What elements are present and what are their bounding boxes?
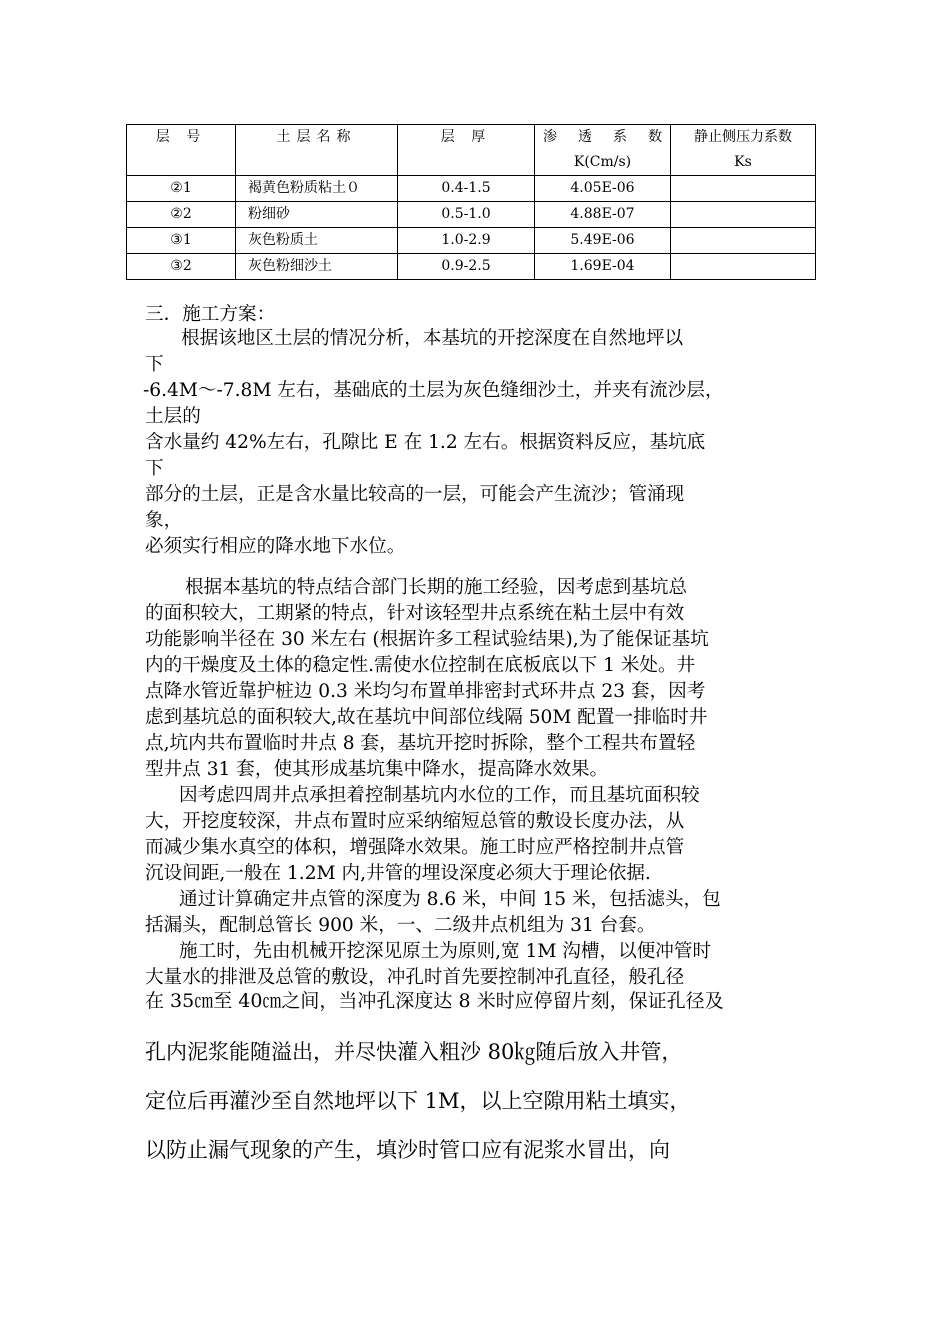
paragraph-dewatering-plan — [145, 575, 810, 991]
cell-thickness: 1.0-2.9 — [398, 228, 535, 254]
table-header-row — [127, 125, 816, 176]
text-line: 根据该地区土层的情况分析，本基坑的开挖深度在自然地坪以 — [181, 328, 684, 349]
cell-layer-no: ③2 — [127, 254, 236, 280]
cell-thickness: 0.9-2.5 — [398, 254, 535, 280]
text-line: 下 — [145, 458, 164, 479]
cell-permeability: 4.88E-07 — [535, 202, 671, 228]
text-line: 象， — [145, 510, 183, 531]
cell-layer-name: 褐黄色粉质粘土０ — [236, 176, 398, 202]
text-line: 土层的 — [145, 406, 201, 427]
text-line: 而减少集水真空的体积，增强降水效果。施工时应严格控制井点管 — [145, 837, 685, 858]
cell-layer-no: ②1 — [127, 176, 236, 202]
text-line: 下 — [145, 354, 164, 375]
text-line: 因考虑四周井点承担着控制基坑内水位的工作，而且基坑面积较 — [179, 785, 700, 806]
cell-layer-name: 灰色粉质土 — [236, 228, 398, 254]
cell-lateral-pressure — [671, 228, 816, 254]
table-row — [127, 202, 816, 228]
text-line: 的面积较大，工期紧的特点，针对该轻型井点系统在粘土层中有效 — [145, 603, 685, 624]
text-line: 大量水的排泄及总管的敷设，冲孔时首先要控制冲孔直径，般孔径 — [145, 967, 685, 988]
text-line: 括漏头，配制总管长 900 米，一、二级井点机组为 31 台套。 — [145, 915, 656, 936]
cell-permeability: 4.05E-06 — [535, 176, 671, 202]
table-row — [127, 254, 816, 280]
header-layer-name: 土层名称 — [236, 125, 398, 176]
text-line: 沉设间距,一般在 1.2M 内,井管的埋设深度必须大于理论依据. — [145, 863, 651, 884]
cell-layer-no: ③1 — [127, 228, 236, 254]
cell-layer-no: ②2 — [127, 202, 236, 228]
cell-lateral-pressure — [671, 254, 816, 280]
text-line: 内的干燥度及土体的稳定性.需使水位控制在底板底以下 1 米处。井 — [145, 655, 696, 676]
text-line: 定位后再灌沙至自然地坪以下 1M，以上空隙用粘土填实， — [145, 1089, 691, 1113]
cell-permeability: 5.49E-06 — [535, 228, 671, 254]
section-heading: 三．施工方案： — [145, 304, 276, 325]
cell-lateral-pressure — [671, 202, 816, 228]
table-row — [127, 228, 816, 254]
text-line: 型井点 31 套，使其形成基坑集中降水，提高降水效果。 — [145, 759, 609, 780]
table-row — [127, 176, 816, 202]
header-thickness: 层 厚 — [398, 125, 535, 176]
text-line: 以防止漏气现象的产生，填沙时管口应有泥浆水冒出，向 — [145, 1138, 670, 1162]
text-line: 虑到基坑总的面积较大,故在基坑中间部位线隔 50M 配置一排临时井 — [145, 707, 708, 728]
paragraph-soil-analysis — [145, 326, 810, 560]
text-line: 点降水管近靠护桩边 0.3 米均匀布置单排密封式环井点 23 套，因考 — [145, 681, 706, 702]
header-lateral-pressure: 静止侧压力系数 Ks — [671, 125, 816, 176]
cell-layer-name: 灰色粉细沙土 — [236, 254, 398, 280]
text-line: 大，开挖度较深，井点布置时应采纳缩短总管的敷设长度办法，从 — [145, 811, 685, 832]
cell-lateral-pressure — [671, 176, 816, 202]
cell-thickness: 0.4-1.5 — [398, 176, 535, 202]
text-line: 功能影响半径在 30 米左右 (根据许多工程试验结果),为了能保证基坑 — [145, 629, 709, 650]
text-line: 孔内泥浆能随溢出，并尽快灌入粗沙 80㎏随后放入井管， — [145, 1040, 683, 1064]
header-layer-no: 层 号 — [127, 125, 236, 176]
header-permeability: 渗 透 系 数 K(Cm/s) — [535, 125, 671, 176]
text-line: 点,坑内共布置临时井点 8 套，基坑开挖时拆除，整个工程共布置轻 — [145, 733, 696, 754]
text-line: -6.4M～-7.8M 左右，基础底的土层为灰色缝细沙土，并夹有流沙层， — [143, 380, 724, 401]
text-line: 施工时，先由机械开挖深见原土为原则,宽 1M 沟槽，以便冲管时 — [179, 941, 712, 962]
text-line: 必须实行相应的降水地下水位。 — [145, 536, 406, 557]
soil-layer-table — [126, 124, 816, 280]
text-line: 含水量约 42%左右，孔隙比 E 在 1.2 左右。根据资料反应，基坑底 — [145, 432, 706, 453]
cell-layer-name: 粉细砂 — [236, 202, 398, 228]
text-line: 部分的土层，正是含水量比较高的一层，可能会产生流沙；管涌现 — [145, 484, 685, 505]
cell-thickness: 0.5-1.0 — [398, 202, 535, 228]
text-line: 在 35㎝至 40㎝之间，当冲孔深度达 8 米时应停留片刻，保证孔径及 — [145, 990, 724, 1012]
cell-permeability: 1.69E-04 — [535, 254, 671, 280]
text-line: 根据本基坑的特点结合部门长期的施工经验，因考虑到基坑总 — [185, 577, 688, 598]
text-line: 通过计算确定井点管的深度为 8.6 米，中间 15 米，包括滤头，包 — [179, 889, 721, 910]
